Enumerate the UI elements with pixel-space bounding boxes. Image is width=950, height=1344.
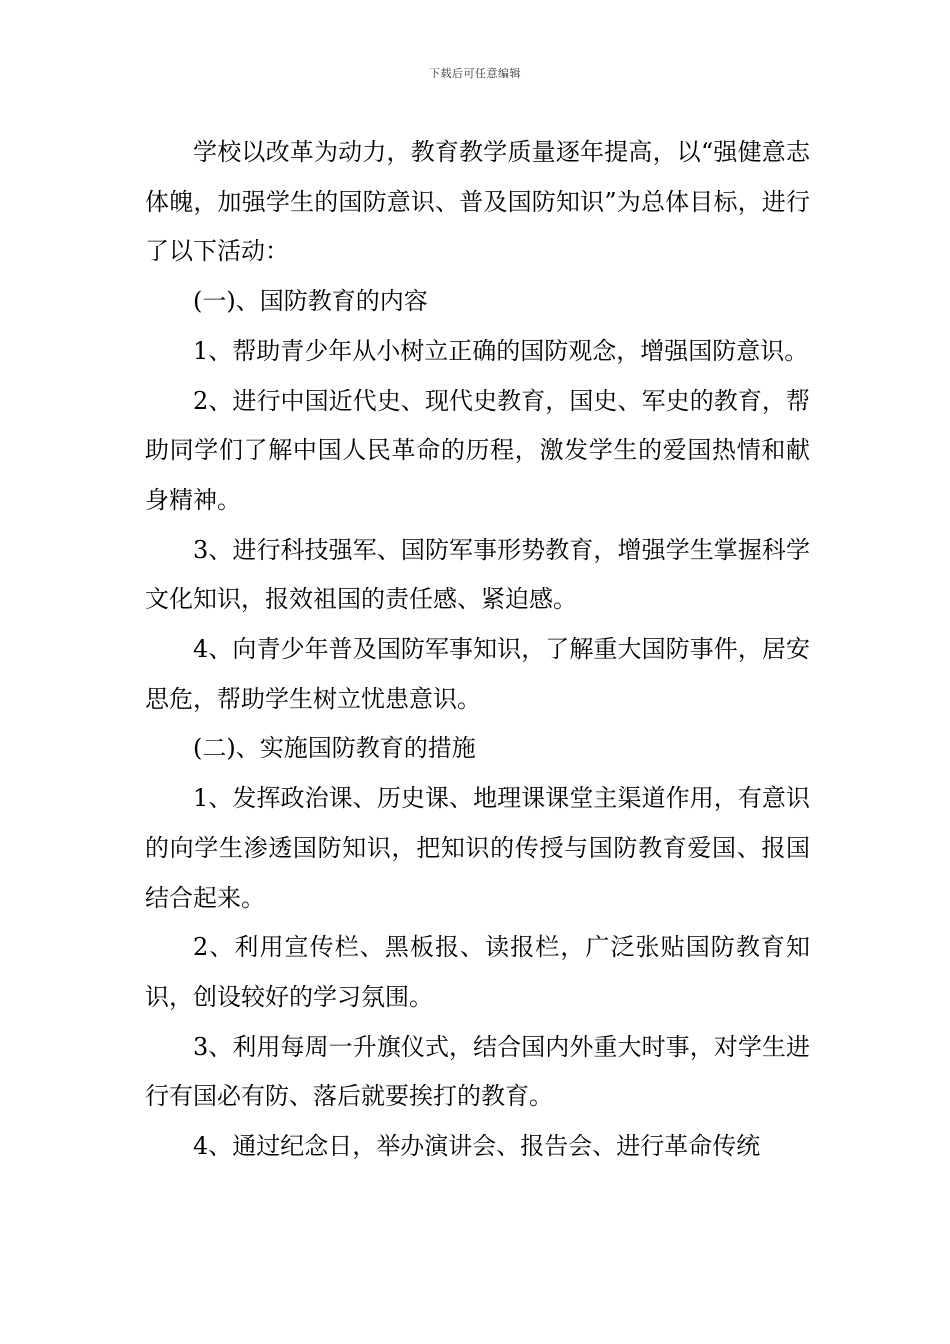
content-item-4: 4、向青少年普及国防军事知识，了解重大国防事件，居安思危，帮助学生树立忧患意识。: [145, 635, 810, 713]
section-heading-measures: (二)、实施国防教育的措施: [193, 734, 476, 763]
content-item-2: 2、进行中国近代史、现代史教育，国史、军史的教育，帮助同学们了解中国人民革命的历程，激发学生的爱国热情和献身精神。: [145, 386, 810, 514]
measure-item-2: 2、利用宣传栏、黑板报、读报栏，广泛张贴国防教育知识，创设较好的学习氛围。: [145, 933, 810, 1011]
section-heading-content: (一)、国防教育的内容: [193, 287, 428, 316]
paragraph-intro: 学校以改革为动力，教育教学质量逐年提高，以“强健意志体魄，加强学生的国防意识、普及国防知识”为总体目标，进行了以下活动：: [145, 138, 810, 266]
content-item-3: 3、进行科技强军、国防军事形势教育，增强学生掌握科学文化知识，报效祖国的责任感、紧迫感。: [145, 535, 810, 614]
page-header: 下载后可任意编辑: [429, 67, 521, 80]
measure-item-3: 3、利用每周一升旗仪式，结合国内外重大时事，对学生进行有国必有防、落后就要挨打的教育。: [145, 1032, 810, 1111]
measure-item-1: 1、发挥政治课、历史课、地理课课堂主渠道作用，有意识的向学生渗透国防知识，把知识的传授与国防教育爱国、报国结合起来。: [145, 784, 810, 912]
measure-item-4: 4、通过纪念日，举办演讲会、报告会、进行革命传统: [193, 1132, 761, 1161]
content-item-1: 1、帮助青少年从小树立正确的国防观念，增强国防意识。: [193, 336, 809, 365]
document-body: [145, 128, 810, 1172]
